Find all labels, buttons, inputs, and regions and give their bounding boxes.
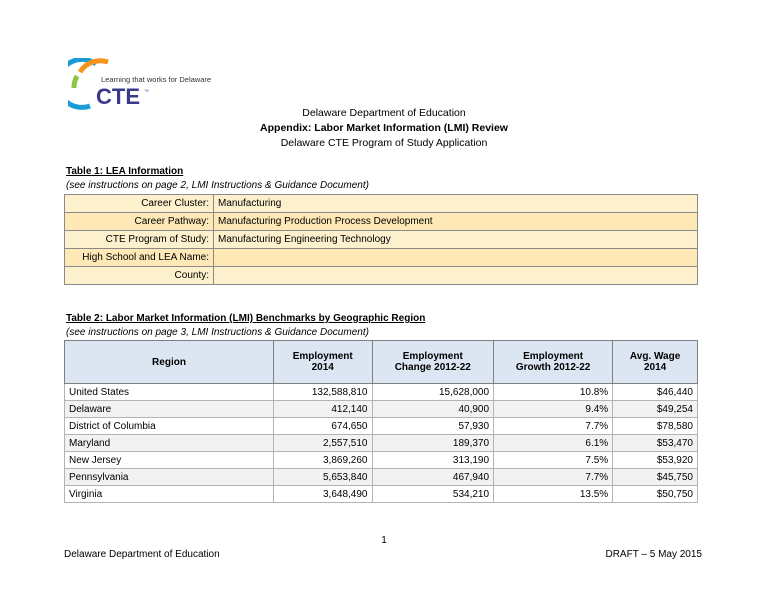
cell-label: CTE Program of Study:: [65, 231, 214, 249]
cell-employment: 674,650: [274, 418, 373, 435]
cell-label: County:: [65, 267, 214, 285]
cell-employment: 2,557,510: [274, 435, 373, 452]
logo-tm: ™: [144, 89, 149, 95]
cell-employment: 132,588,810: [274, 384, 373, 401]
table1-note: (see instructions on page 2, LMI Instructions & Guidance Document): [66, 180, 369, 191]
footer-left: Delaware Department of Education: [64, 549, 220, 560]
logo-tagline: Learning that works for Delaware: [101, 75, 212, 84]
cell-label: Career Pathway:: [65, 213, 214, 231]
header-employment-growth: Employment Growth 2012-22: [494, 341, 613, 384]
table2-title: Table 2: Labor Market Information (LMI) Benchmarks by Geographic Region: [66, 313, 426, 324]
table-row: [65, 418, 698, 435]
logo-arc-green: [74, 76, 77, 88]
cell-wage: $50,750: [613, 486, 698, 503]
cell-employment: 5,653,840: [274, 469, 373, 486]
cell-growth: 7.7%: [494, 469, 613, 486]
cell-employment: 3,648,490: [274, 486, 373, 503]
header-employment-change: Employment Change 2012-22: [372, 341, 494, 384]
cell-value[interactable]: [214, 249, 698, 267]
cell-change: 189,370: [372, 435, 494, 452]
page-number: 1: [381, 535, 387, 546]
cell-region: Pennsylvania: [65, 469, 274, 486]
cell-region: Maryland: [65, 435, 274, 452]
cell-wage: $45,750: [613, 469, 698, 486]
lmi-benchmarks-table: [64, 340, 698, 503]
logo-mark: CTE: [96, 84, 140, 109]
cell-value[interactable]: Manufacturing Engineering Technology: [214, 231, 698, 249]
cte-logo: [68, 58, 228, 110]
cell-growth: 7.5%: [494, 452, 613, 469]
cell-employment: 412,140: [274, 401, 373, 418]
footer-right: DRAFT – 5 May 2015: [605, 549, 702, 560]
cell-region: District of Columbia: [65, 418, 274, 435]
table-row: [65, 486, 698, 503]
cell-value[interactable]: Manufacturing: [214, 195, 698, 213]
cell-wage: $78,580: [613, 418, 698, 435]
table-row: [65, 195, 698, 213]
cell-wage: $49,254: [613, 401, 698, 418]
cell-growth: 6.1%: [494, 435, 613, 452]
cell-label: High School and LEA Name:: [65, 249, 214, 267]
header-region: Region: [65, 341, 274, 384]
cell-wage: $46,440: [613, 384, 698, 401]
cell-growth: 9.4%: [494, 401, 613, 418]
cell-growth: 10.8%: [494, 384, 613, 401]
cell-change: 15,628,000: [372, 384, 494, 401]
cell-employment: 3,869,260: [274, 452, 373, 469]
cell-label: Career Cluster:: [65, 195, 214, 213]
cell-growth: 13.5%: [494, 486, 613, 503]
cell-growth: 7.7%: [494, 418, 613, 435]
table1-title: Table 1: LEA Information: [66, 166, 184, 177]
logo-arc-orange: [80, 61, 108, 72]
table-row: [65, 231, 698, 249]
header-line2: Appendix: Labor Market Information (LMI) Review: [260, 122, 508, 134]
table-row: [65, 452, 698, 469]
table-header-row: [65, 341, 698, 384]
cell-change: 40,900: [372, 401, 494, 418]
lea-information-table: [64, 194, 698, 285]
table-row: [65, 401, 698, 418]
cell-region: New Jersey: [65, 452, 274, 469]
table-row: [65, 267, 698, 285]
cell-wage: $53,470: [613, 435, 698, 452]
cell-change: 467,940: [372, 469, 494, 486]
table2-note: (see instructions on page 3, LMI Instructions & Guidance Document): [66, 327, 369, 338]
cell-change: 534,210: [372, 486, 494, 503]
table-row: [65, 435, 698, 452]
header-line3: Delaware CTE Program of Study Application: [280, 137, 488, 149]
table-row: [65, 213, 698, 231]
header-employment: Employment 2014: [274, 341, 373, 384]
header-avg-wage: Avg. Wage 2014: [613, 341, 698, 384]
table-row: [65, 249, 698, 267]
cell-value[interactable]: Manufacturing Production Process Development: [214, 213, 698, 231]
cell-region: United States: [65, 384, 274, 401]
header-line1: Delaware Department of Education: [302, 107, 466, 119]
table-row: [65, 384, 698, 401]
cell-change: 57,930: [372, 418, 494, 435]
cell-wage: $53,920: [613, 452, 698, 469]
cell-value[interactable]: [214, 267, 698, 285]
cell-region: Delaware: [65, 401, 274, 418]
cell-change: 313,190: [372, 452, 494, 469]
table-row: [65, 469, 698, 486]
cell-region: Virginia: [65, 486, 274, 503]
